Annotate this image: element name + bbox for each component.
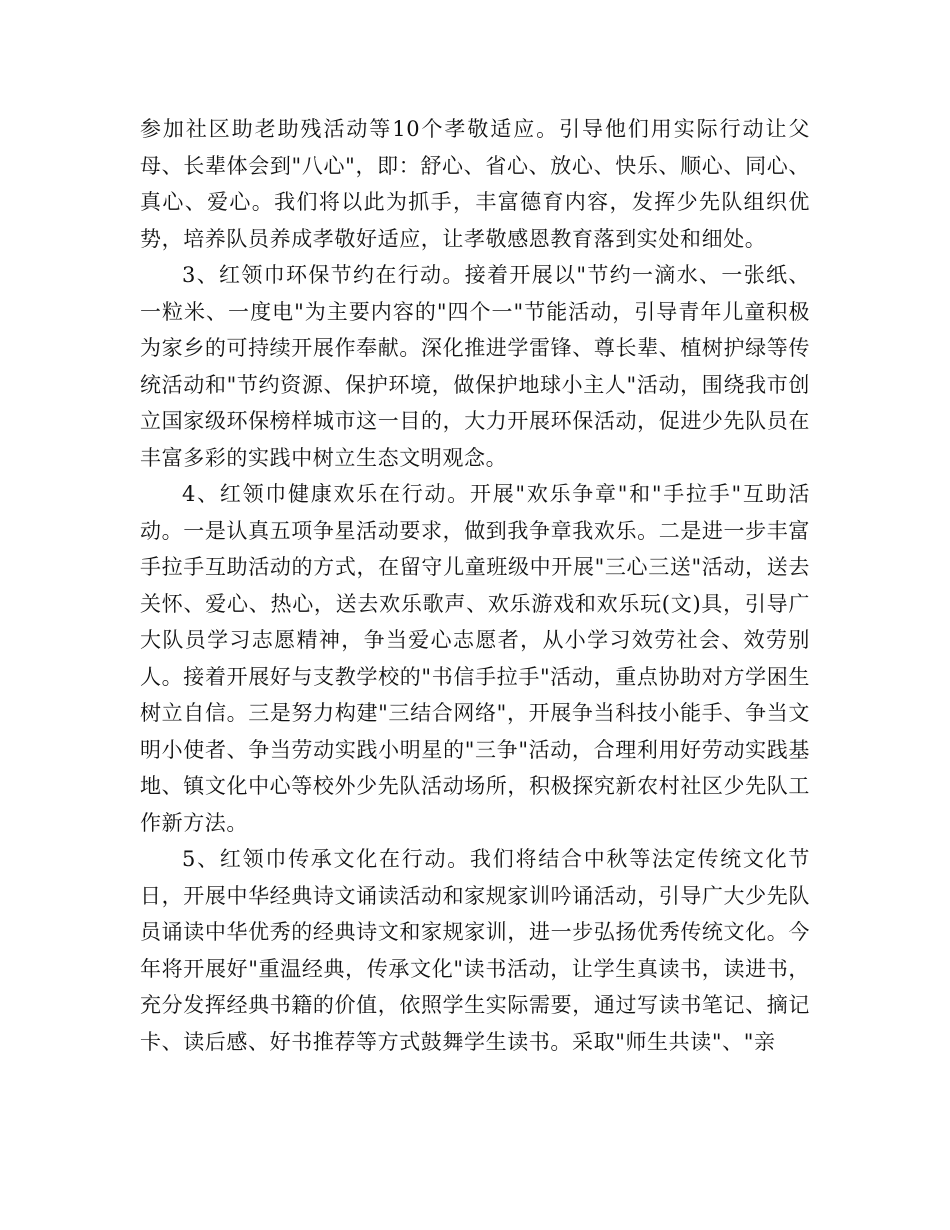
paragraph-health-joy-action: 4、红领巾健康欢乐在行动。开展"欢乐争章"和"手拉手"互助活动。一是认真五项争星活动要求，做到我争章我欢乐。二是进一步丰富手拉手互助活动的方式，在留守儿童班级中开展"三心三送"活动，送去关怀、爱心、热心，送去欢乐歌声、欢乐游戏和欢乐玩(文)具，引导广大队员学习志愿精神，争当爱心志愿者，从小学习效劳社会、效劳别人。接着开展好与支教学校的"书信手拉手"活动，重点协助对方学困生树立自信。三是努力构建"三结合网络"，开展争当科技小能手、争当文明小使者、争当劳动实践小明星的"三争"活动，合理利用好劳动实践基地、镇文化中心等校外少先队活动场所，积极探究新农村社区少先队工作新方法。: [140, 482, 810, 835]
paragraph-environmental-action: 3、红领巾环保节约在行动。接着开展以"节约一滴水、一张纸、一粒米、一度电"为主要内容的"四个一"节能活动，引导青年儿童积极为家乡的可持续开展作奉献。深化推进学雷锋、尊长辈、植树护绿等传统活动和"节约资源、保护环境，做保护地球小主人"活动，围绕我市创立国家级环保榜样城市这一目的，大力开展环保活动，促进少先队员在丰富多彩的实践中树立生态文明观念。: [140, 263, 810, 470]
document-page: [140, 111, 810, 1060]
paragraph-culture-heritage-action: 5、红领巾传承文化在行动。我们将结合中秋等法定传统文化节日，开展中华经典诗文诵读活动和家规家训吟诵活动，引导广大少先队员诵读中华优秀的经典诗文和家规家训，进一步弘扬优秀传统文化。今年将开展好"重温经典，传承文化"读书活动，让学生真读书，读进书，充分发挥经典书籍的价值，依照学生实际需要，通过写读书笔记、摘记卡、读后感、好书推荐等方式鼓舞学生读书。采取"师生共读"、"亲: [140, 847, 810, 1054]
paragraph-filial-piety-continued: 参加社区助老助残活动等10个孝敬适应。引导他们用实际行动让父母、长辈体会到"八心"，即：舒心、省心、放心、快乐、顺心、同心、真心、爱心。我们将以此为抓手，丰富德育内容，发挥少先队组织优势，培养队员养成孝敬好适应，让孝敬感恩教育落到实处和细处。: [140, 117, 810, 251]
